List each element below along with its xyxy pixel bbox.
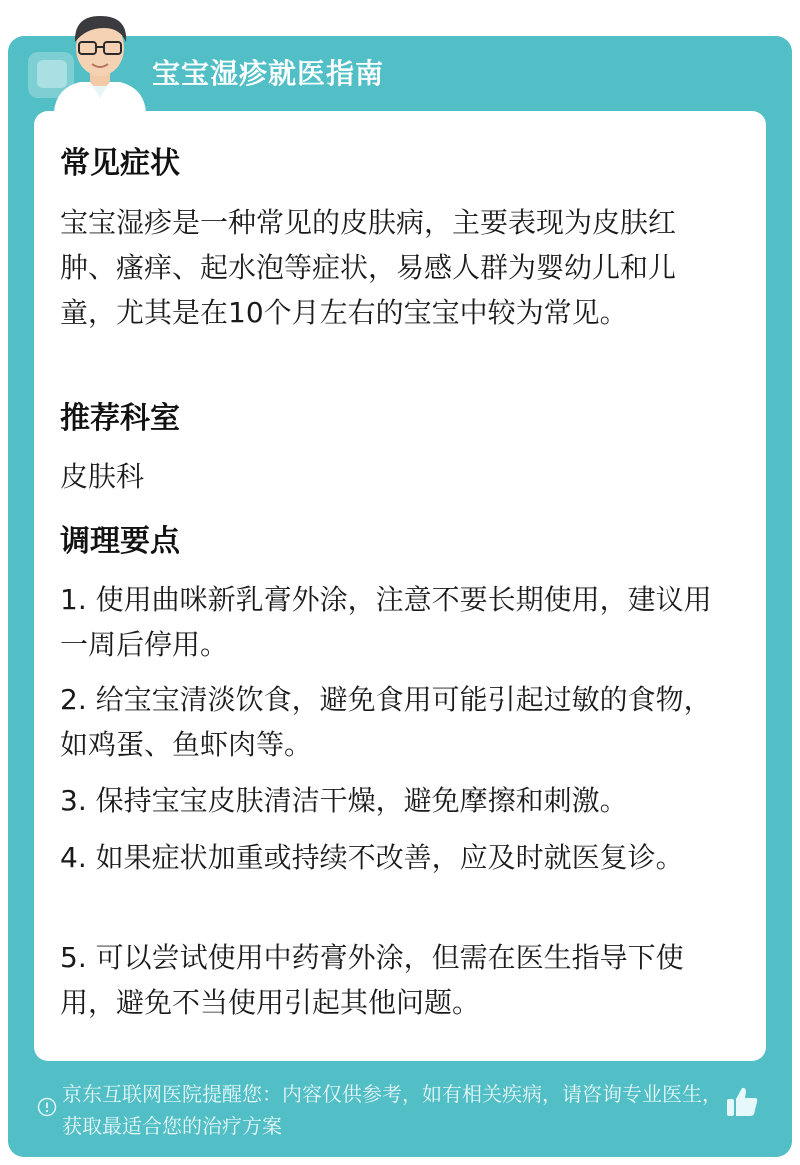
care-item: 1. 使用曲咪新乳膏外涂，注意不要长期使用，建议用一周后停用。 bbox=[60, 583, 712, 661]
care-item: 3. 保持宝宝皮肤清洁干燥，避免摩擦和刺激。 bbox=[60, 784, 628, 817]
info-icon bbox=[37, 1097, 57, 1117]
footer-disclaimer: 京东互联网医院提醒您：内容仅供参考，如有相关疾病，请咨询专业医生，获取最适合您的治疗方案 bbox=[62, 1082, 722, 1138]
doctor-avatar bbox=[46, 8, 154, 112]
page-title: 宝宝湿疹就医指南 bbox=[152, 57, 385, 90]
department-text: 皮肤科 bbox=[60, 460, 145, 493]
symptoms-text: 宝宝湿疹是一种常见的皮肤病，主要表现为皮肤红肿、瘙痒、起水泡等症状，易感人群为婴幼儿和儿童，尤其是在10个月左右的宝宝中较为常见。 bbox=[60, 206, 677, 329]
section-title-symptoms: 常见症状 bbox=[60, 146, 180, 181]
care-item: 5. 可以尝试使用中药膏外涂，但需在医生指导下使用，避免不当使用引起其他问题。 bbox=[60, 941, 684, 1019]
care-item: 4. 如果症状加重或持续不改善，应及时就医复诊。 bbox=[60, 841, 684, 874]
thumbs-up-icon[interactable] bbox=[724, 1084, 760, 1120]
section-title-department: 推荐科室 bbox=[60, 401, 180, 436]
care-item: 2. 给宝宝清淡饮食，避免食用可能引起过敏的食物，如鸡蛋、鱼虾肉等。 bbox=[60, 683, 712, 761]
section-title-care: 调理要点 bbox=[60, 524, 180, 559]
